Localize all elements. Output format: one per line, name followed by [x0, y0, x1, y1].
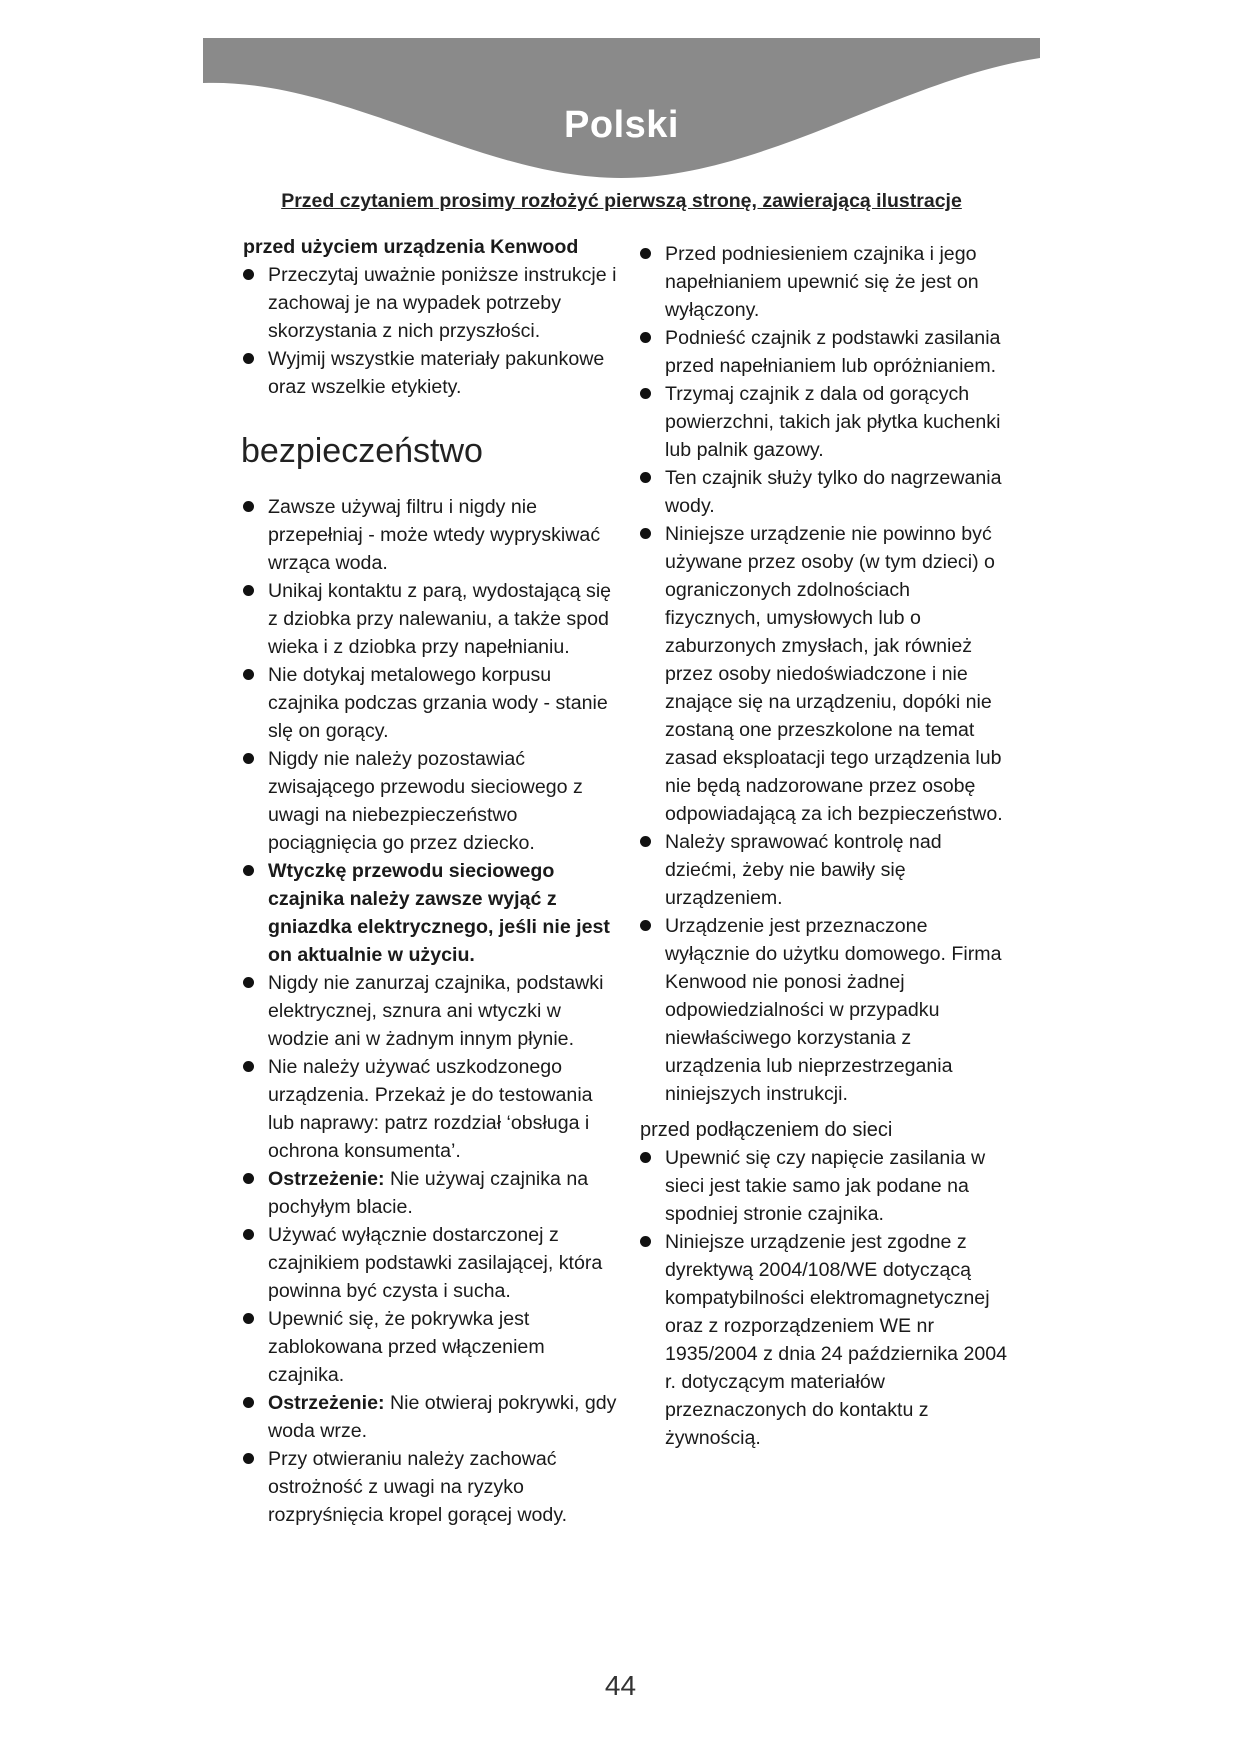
list-item: Ten czajnik służy tylko do nagrzewania wody. — [640, 464, 1010, 520]
bullet-icon — [243, 753, 254, 764]
bullet-icon — [243, 1173, 254, 1184]
warning-label: Ostrzeżenie: — [268, 1392, 385, 1414]
list-item: Ostrzeżenie: Nie używaj czajnika na pochyłym blacie. — [243, 1165, 623, 1221]
list-item: Upewnić się, że pokrywka jest zablokowana przed włączeniem czajnika. — [243, 1305, 623, 1389]
page-language-title: Polski — [564, 104, 679, 146]
list-item: Przy otwieraniu należy zachować ostrożność z uwagi na ryzyko rozpryśnięcia kropel gorącej wody. — [243, 1445, 623, 1529]
list-item: Zawsze używaj filtru i nigdy nie przepełniaj - może wtedy wypryskiwać wrząca woda. — [243, 493, 623, 577]
list-item: Należy sprawować kontrolę nad dziećmi, żeby nie bawiły się urządzeniem. — [640, 828, 1010, 912]
bullet-icon — [640, 1236, 651, 1247]
safety-list — [243, 493, 623, 1529]
list-item: Wtyczkę przewodu sieciowego czajnika należy zawsze wyjąć z gniazdka elektrycznego, jeśli nie jest on aktualnie w użyciu. — [243, 857, 623, 969]
warning-label: Ostrzeżenie: — [268, 1168, 385, 1190]
left-column — [243, 233, 623, 1529]
bullet-icon — [243, 353, 254, 364]
bullet-icon — [640, 528, 651, 539]
bullet-icon — [640, 472, 651, 483]
bullet-icon — [243, 865, 254, 876]
bullet-icon — [640, 248, 651, 259]
list-item: Nie należy używać uszkodzonego urządzenia. Przekaż je do testowania lub naprawy: patrz rozdział ‘obsługa i ochrona konsumenta’. — [243, 1053, 623, 1165]
list-item: Ostrzeżenie: Nie otwieraj pokrywki, gdy woda wrze. — [243, 1389, 623, 1445]
bullet-icon — [640, 332, 651, 343]
right-column — [640, 240, 1010, 1452]
list-item: Unikaj kontaktu z parą, wydostającą się z dziobka przy nalewaniu, a także spod wieka i z dziobka przy napełnianiu. — [243, 577, 623, 661]
bullet-icon — [243, 1061, 254, 1072]
fold-out-notice: Przed czytaniem prosimy rozłożyć pierwszą stronę, zawierającą ilustracje — [281, 190, 962, 212]
list-item: Nigdy nie należy pozostawiać zwisającego przewodu sieciowego z uwagi na niebezpieczeństwo pociągnięcia go przez dziecko. — [243, 745, 623, 857]
list-item: Urządzenie jest przeznaczone wyłącznie do użytku domowego. Firma Kenwood nie ponosi żadnej odpowiedzialności w przypadku niewłaściwego korzystania z urządzenia lub nieprzestrzegania niniejszych instrukcji. — [640, 912, 1010, 1108]
bullet-icon — [640, 836, 651, 847]
section-title-safety: bezpieczeństwo — [241, 432, 483, 470]
bullet-icon — [243, 1453, 254, 1464]
list-item: Upewnić się czy napięcie zasilania w sieci jest takie samo jak podane na spodniej stronie czajnika. — [640, 1144, 1010, 1228]
intro-heading: przed użyciem urządzenia Kenwood — [243, 236, 579, 258]
intro-list — [243, 261, 623, 401]
bullet-icon — [640, 920, 651, 931]
bullet-icon — [243, 269, 254, 280]
list-item: Trzymaj czajnik z dala od gorących powierzchni, takich jak płytka kuchenki lub palnik gazowy. — [640, 380, 1010, 464]
bullet-icon — [640, 388, 651, 399]
list-item: Przeczytaj uważnie poniższe instrukcje i zachowaj je na wypadek potrzeby skorzystania z nich przyszłości. — [243, 261, 623, 345]
bullet-icon — [243, 669, 254, 680]
language-header-band — [203, 38, 1040, 178]
connect-list — [640, 1144, 1010, 1452]
bullet-icon — [243, 1313, 254, 1324]
bullet-icon — [640, 1152, 651, 1163]
list-item: Nigdy nie zanurzaj czajnika, podstawki elektrycznej, sznura ani wtyczki w wodzie ani w żadnym innym płynie. — [243, 969, 623, 1053]
bullet-icon — [243, 501, 254, 512]
list-item: Podnieść czajnik z podstawki zasilania przed napełnianiem lub opróżnianiem. — [640, 324, 1010, 380]
page-number: 44 — [604, 1670, 637, 1701]
bullet-icon — [243, 1229, 254, 1240]
bullet-icon — [243, 585, 254, 596]
list-item: Wyjmij wszystkie materiały pakunkowe oraz wszelkie etykiety. — [243, 345, 623, 401]
bullet-icon — [243, 1397, 254, 1408]
list-item: Używać wyłącznie dostarczonej z czajnikiem podstawki zasilającej, która powinna być czysta i sucha. — [243, 1221, 623, 1305]
list-item: Niniejsze urządzenie nie powinno być używane przez osoby (w tym dzieci) o ograniczonych zdolnościach fizycznych, umysłowych lub o zaburzonych zmysłach, jak również przez osoby niedoświadczone i nie znające się na urządzeniu, dopóki nie zostaną one przeszkolone na temat zasad eksploatacji tego urządzenia lub nie będą nadzorowane przez osobę odpowiadającą za ich bezpieczeństwo. — [640, 520, 1010, 828]
list-item: Niniejsze urządzenie jest zgodne z dyrektywą 2004/108/WE dotyczącą kompatybilności elektromagnetycznej oraz z rozporządzeniem WE nr 1935/2004 z dnia 24 października 2004 r. dotyczącym materiałów przeznaczonych do kontaktu z żywnością. — [640, 1228, 1010, 1452]
list-item: Przed podniesieniem czajnika i jego napełnianiem upewnić się że jest on wyłączony. — [640, 240, 1010, 324]
connect-heading: przed podłączeniem do sieci — [640, 1119, 893, 1141]
safety-list-continued — [640, 240, 1010, 1108]
bullet-icon — [243, 977, 254, 988]
list-item: Nie dotykaj metalowego korpusu czajnika podczas grzania wody - stanie slę on gorący. — [243, 661, 623, 745]
